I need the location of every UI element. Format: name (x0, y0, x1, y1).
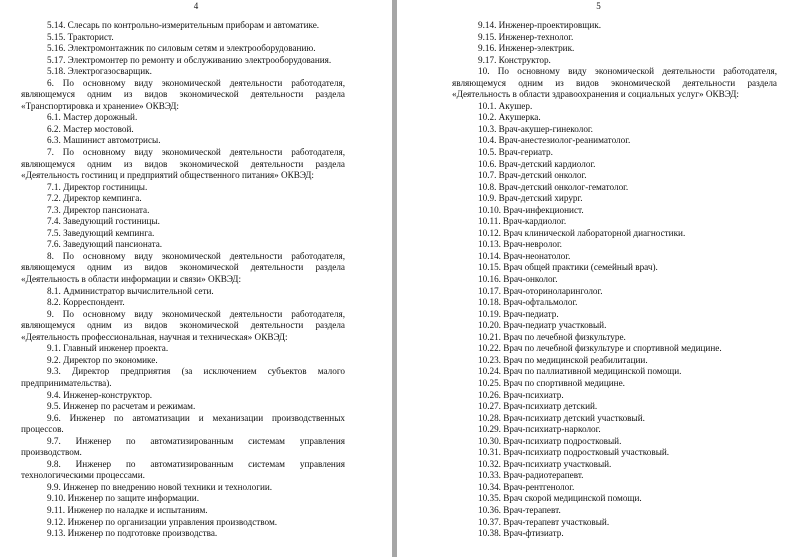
text-line: 9.6. Инженер по автоматизации и механизации производственных (47, 412, 345, 423)
text-line: 7.4. Заведующий гостиницы. (47, 216, 160, 227)
document-page-left (0, 0, 392, 557)
text-line: 10.24. Врач по паллиативной медицинской помощи. (478, 366, 682, 377)
text-line: 5.18. Электрогазосварщик. (47, 66, 152, 77)
text-line: 7.1. Директор гостиницы. (47, 181, 148, 192)
text-line: 10.29. Врач-психиатр-нарколог. (478, 424, 601, 435)
text-line: 8.1. Администратор вычислительной сети. (47, 285, 214, 296)
text-line: 6.2. Мастер мостовой. (47, 123, 134, 134)
text-line: 10.15. Врач общей практики (семейный врач). (478, 262, 658, 273)
text-line: 10.21. Врач по лечебной физкультуре. (478, 331, 626, 342)
text-line: «Деятельность в области здравоохранения и социальных услуг» ОКВЭД: (452, 89, 739, 100)
text-line: 6.3. Машинист автомотрисы. (47, 135, 161, 146)
text-line: 10.10. Врач-инфекционист. (478, 204, 584, 215)
text-line: 10.36. Врач-терапевт. (478, 504, 561, 515)
text-line: 7.2. Директор кемпинга. (47, 193, 142, 204)
text-line: 9.17. Конструктор. (478, 54, 551, 65)
page-body (21, 20, 345, 540)
text-line: 10.18. Врач-офтальмолог. (478, 297, 578, 308)
text-line: 8. По основному виду экономической деятельности работодателя, (47, 250, 345, 261)
text-line: 9.13. Инженер по подготовке производства. (47, 528, 218, 539)
text-line: 5.16. Электромонтажник по силовым сетям и электрооборудованию. (47, 43, 316, 54)
text-line: 10. По основному виду экономической деятельности работодателя, (478, 66, 777, 77)
text-line: 8.2. Корреспондент. (47, 297, 125, 308)
text-line: 10.22. Врач по лечебной физкультуре и спортивной медицине. (478, 343, 722, 354)
text-line: «Деятельность гостиниц и предприятий общественного питания» ОКВЭД: (21, 170, 314, 181)
text-line: 9.2. Директор по экономике. (47, 354, 158, 365)
text-line: «Деятельность профессиональная, научная и техническая» ОКВЭД: (21, 331, 288, 342)
text-line: «Транспортировка и хранение» ОКВЭД: (21, 100, 179, 111)
text-line: 9.16. Инженер-электрик. (478, 43, 575, 54)
text-line: 10.17. Врач-оториноларинголог. (478, 285, 603, 296)
text-line: «Деятельность в области информации и связи» ОКВЭД: (21, 274, 241, 285)
text-line: 9.7. Инженер по автоматизированным системам управления (47, 435, 345, 446)
text-line: 6. По основному виду экономической деятельности работодателя, (47, 77, 345, 88)
text-line: 10.26. Врач-психиатр. (478, 389, 564, 400)
text-line: 10.35. Врач скорой медицинской помощи. (478, 493, 642, 504)
text-line: 10.6. Врач-детский кардиолог. (478, 158, 596, 169)
text-line: 10.1. Акушер. (478, 100, 533, 111)
page-number: 4 (193, 1, 199, 11)
text-line: 9.11. Инженер по наладке и испытаниям. (47, 504, 208, 515)
text-line: 7. По основному виду экономической деятельности работодателя, (47, 147, 345, 158)
text-line: 10.31. Врач-психиатр подростковый участковый. (478, 447, 670, 458)
text-line: 6.1. Мастер дорожный. (47, 112, 138, 123)
text-line: 10.23. Врач по медицинской реабилитации. (478, 354, 648, 365)
text-line: 5.14. Слесарь по контрольно-измерительным приборам и автоматике. (47, 20, 320, 30)
text-line: 10.4. Врач-анестезиолог-реаниматолог. (478, 135, 631, 146)
text-line: 10.11. Врач-кардиолог. (478, 216, 567, 227)
document-page-right (397, 0, 800, 557)
text-line: 9.9. Инженер по внедрению новой техники и технологии. (47, 481, 273, 492)
text-line: 9.1. Главный инженер проекта. (47, 343, 169, 354)
text-line: 10.27. Врач-психиатр детский. (478, 401, 598, 412)
text-line: 10.37. Врач-терапевт участковый. (478, 516, 610, 527)
text-line: 10.12. Врач клинической лабораторной диагностики. (478, 227, 686, 238)
text-line: 9. По основному виду экономической деятельности работодателя, (47, 308, 345, 319)
text-line: 10.5. Врач-гериатр. (478, 147, 553, 158)
text-line: 9.8. Инженер по автоматизированным системам управления (47, 458, 345, 469)
text-line: 9.4. Инженер-конструктор. (47, 389, 153, 400)
text-line: являющемуся одним из видов экономической деятельности раздела (21, 262, 345, 273)
text-line: 10.28. Врач-психиатр детский участковый. (478, 412, 645, 423)
text-line: 10.7. Врач-детский онколог. (478, 170, 587, 181)
text-line: 10.8. Врач-детский онколог-гематолог. (478, 181, 629, 192)
text-line: 9.5. Инженер по расчетам и режимам. (47, 401, 196, 412)
text-line: являющемуся одним из видов экономической деятельности раздела (21, 320, 345, 331)
text-line: 9.3. Директор предприятия (за исключением субъектов малого (47, 366, 345, 377)
text-line: 7.5. Заведующий кемпинга. (47, 227, 155, 238)
text-line: 10.25. Врач по спортивной медицине. (478, 377, 625, 388)
text-line: технологическими процессами. (21, 470, 145, 481)
text-line: 10.38. Врач-фтизиатр. (478, 528, 564, 539)
text-line: 9.15. Инженер-технолог. (478, 31, 574, 42)
text-line: 10.34. Врач-рентгенолог. (478, 481, 575, 492)
text-line: 10.2. Акушерка. (478, 112, 541, 123)
text-line: 10.20. Врач-педиатр участковый. (478, 320, 607, 331)
text-line: 5.15. Тракторист. (47, 31, 114, 42)
page-body (452, 20, 777, 540)
page-number: 5 (596, 1, 601, 11)
text-line: являющемуся одним из видов экономической деятельности раздела (21, 158, 345, 169)
text-line: 10.30. Врач-психиатр подростковый. (478, 435, 622, 446)
text-line: являющемуся одним из видов экономической деятельности раздела (452, 77, 777, 88)
text-line: 10.13. Врач-невролог. (478, 239, 562, 250)
text-line: предпринимательства). (21, 377, 112, 388)
text-line: 9.12. Инженер по организации управления производством. (47, 516, 278, 527)
text-line: процессов. (21, 424, 64, 435)
text-line: 10.32. Врач-психиатр участковый. (478, 458, 612, 469)
text-line: 9.10. Инженер по защите информации. (47, 493, 200, 504)
text-line: 7.3. Директор пансионата. (47, 204, 150, 215)
text-line: 10.9. Врач-детский хирург. (478, 193, 583, 204)
text-line: 10.19. Врач-педиатр. (478, 308, 559, 319)
text-line: 10.14. Врач-неонатолог. (478, 250, 571, 261)
text-line: 10.3. Врач-акушер-гинеколог. (478, 123, 593, 134)
text-line: 10.33. Врач-радиотерапевт. (478, 470, 584, 481)
text-line: производством. (21, 447, 82, 458)
text-line: 5.17. Электромонтер по ремонту и обслуживанию электрооборудования. (47, 54, 332, 65)
text-line: 9.14. Инженер-проектировщик. (478, 20, 602, 30)
text-line: являющемуся одним из видов экономической деятельности раздела (21, 89, 345, 100)
text-line: 7.6. Заведующий пансионата. (47, 239, 163, 250)
text-line: 10.16. Врач-онколог. (478, 274, 558, 285)
